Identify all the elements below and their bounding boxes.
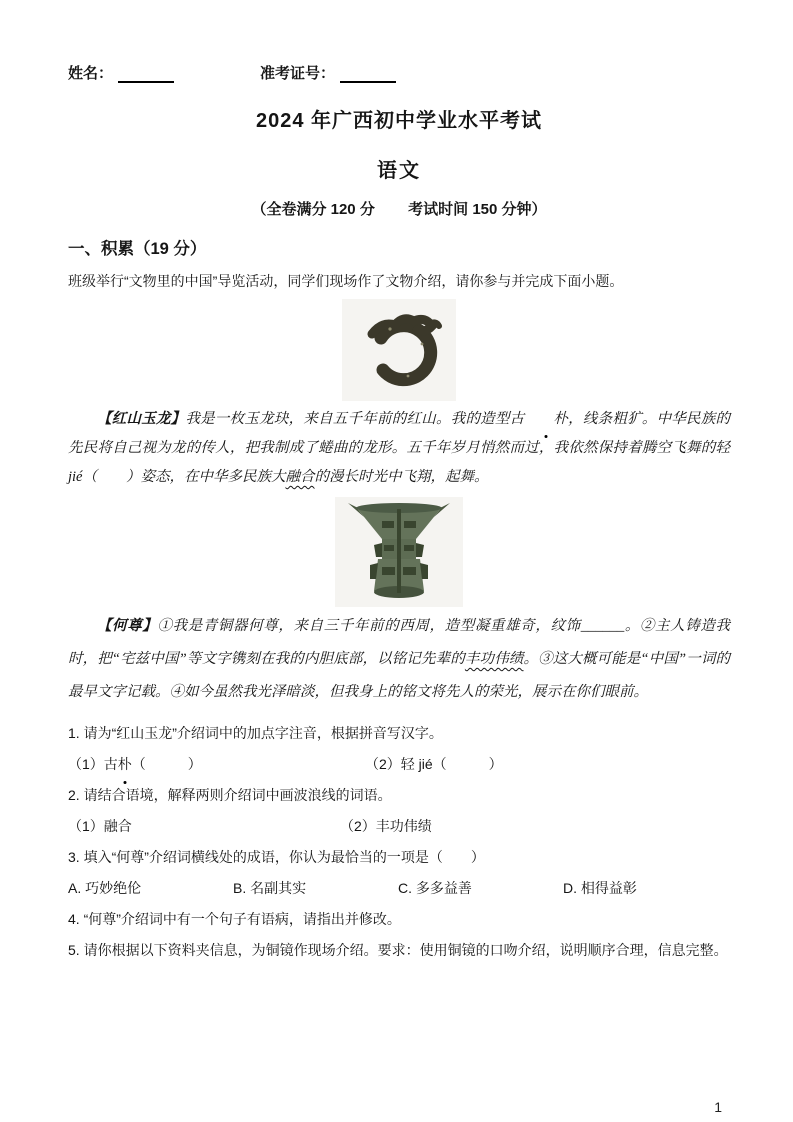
- figure-hongshan-jade-dragon: [342, 299, 456, 401]
- hongshan-text: 我是一枚玉龙玦，来自五千年前的红山。我的造型古: [185, 411, 525, 427]
- hezun-label: 【何尊】: [97, 618, 158, 634]
- pinyin-jie: jié: [68, 469, 83, 485]
- hongshan-label: 【红山玉龙】: [97, 411, 186, 427]
- name-field: [68, 62, 174, 83]
- section-intro: 班级举行“文物里的中国”导览活动，同学们现场作了文物介绍，请你参与并完成下面小题。: [68, 273, 624, 289]
- wavy-word-ronghe: 融合: [285, 469, 315, 485]
- section-heading: 一、积累（19 分）: [68, 240, 207, 258]
- fill-in-blank: ______: [580, 618, 625, 634]
- wavy-word-fenggongweiji: 丰功伟绩: [464, 651, 524, 667]
- question-3: 3. 填入“何尊”介绍词横线处的成语，你认为最恰当的一项是（ ）: [68, 849, 485, 865]
- q2-sub2: （2）丰功伟绩: [340, 818, 432, 834]
- question-1: 1. 请为“红山玉龙”介绍词中的加点字注音，根据拼音写汉字。: [68, 725, 443, 741]
- q1-sub1-blank: （ ）: [131, 756, 202, 772]
- candidate-info-row: [68, 62, 730, 83]
- question-2: 2. 请结合语境，解释两则介绍词中画波浪线的词语。: [68, 787, 392, 803]
- dotted-char-pu: 朴: [524, 405, 568, 434]
- dotted-char-pu: 朴: [118, 749, 132, 780]
- exam-id-label: 准考证号：: [260, 65, 336, 82]
- exam-id-field: [260, 62, 396, 83]
- hongshan-text: ，线条粗犷。中华民族的先民将自己视为龙的传人，把我制成了蜷曲的龙形。五千年岁月悄然而过，我依然保持着腾空飞舞的轻: [68, 411, 731, 456]
- exam-info-line: （全卷满分 120 分 考试时间 150 分钟）: [251, 201, 547, 218]
- q1-sub1-text: （1）古: [68, 756, 118, 772]
- hongshan-text: （ ）姿态，在中华多民族大: [82, 469, 286, 485]
- option-a: A. 巧妙绝伦: [68, 880, 142, 896]
- name-blank-line: [118, 66, 174, 83]
- question-2-subitems: [68, 811, 730, 842]
- jade-dragon-image: [346, 300, 452, 401]
- option-d: D. 相得益彰: [563, 880, 637, 896]
- page-content: [68, 62, 730, 966]
- question-4: 4. “何尊”介绍词中有一个句子有语病，请指出并修改。: [68, 911, 401, 927]
- paragraph-hezun: [68, 610, 730, 709]
- exam-title: 2024 年广西初中学业水平考试: [255, 110, 543, 132]
- page-number: 1: [714, 1099, 722, 1115]
- option-b: B. 名副其实: [233, 880, 307, 896]
- question-5: 5. 请你根据以下资料夹信息，为铜镜作现场介绍。要求：使用铜镜的口吻介绍，说明顺序合理，信息完整。: [68, 942, 728, 958]
- question-3-options: [68, 873, 730, 904]
- q1-sub2: （2）轻 jié（ ）: [365, 756, 503, 772]
- question-1-subitems: [68, 749, 730, 780]
- figure-hezun-vessel: [335, 497, 463, 607]
- name-label: 姓名：: [68, 65, 114, 82]
- q1-sub1: [68, 749, 365, 780]
- option-c: C. 多多益善: [398, 880, 472, 896]
- paragraph-hongshan: [68, 405, 730, 492]
- hezun-text: ①我是青铜器何尊，来自三千年前的西周，造型凝重雄奇，纹饰: [157, 618, 581, 634]
- hezun-text: 。②主人铸造我时，把“宅兹中国”等文字镌刻在我的内胆底部，以铭记先辈的: [68, 618, 731, 667]
- question-list: [68, 718, 730, 966]
- exam-id-blank-line: [340, 66, 396, 83]
- hezun-text: 。③这大概可能是“中国”一词的最早文字记载。④如今虽然我光泽暗淡，但我身上的铭文将先人的荣光，展示在你们眼前。: [68, 651, 730, 700]
- hongshan-text: 的漫长时光中飞翔，起舞。: [314, 469, 489, 485]
- bronze-vessel-image: [340, 499, 458, 606]
- q2-sub1: （1）融合: [68, 818, 132, 834]
- subject-title: 语文: [377, 160, 421, 182]
